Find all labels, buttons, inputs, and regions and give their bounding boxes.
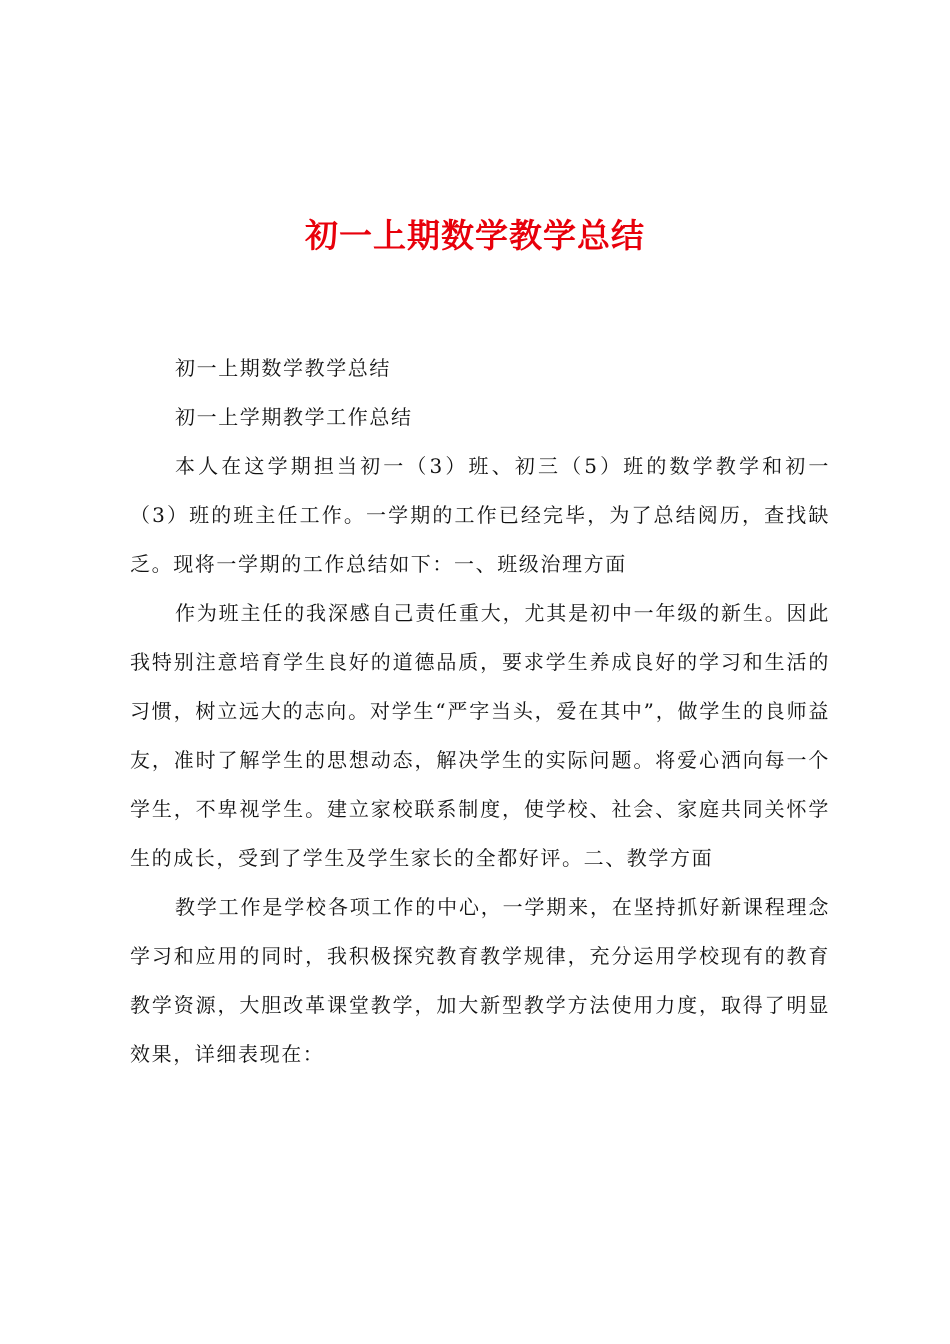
document-body — [130, 344, 830, 1079]
paragraph-class-management: 作为班主任的我深感自己责任重大，尤其是初中一年级的新生。因此我特别注意培育学生良好的道德品质，要求学生养成良好的学习和生活的习惯，树立远大的志向。对学生“严字当头，爱在其中”，做学生的良师益友，准时了解学生的思想动态，解决学生的实际问题。将爱心洒向每一个学生，不卑视学生。建立家校联系制度，使学校、社会、家庭共同关怀学生的成长，受到了学生及学生家长的全都好评。二、教学方面 — [130, 601, 830, 870]
paragraph-heading: 初一上期数学教学总结 — [175, 356, 391, 380]
document-title: 初一上期数学教学总结 — [305, 216, 645, 255]
paragraph-teaching: 教学工作是学校各项工作的中心，一学期来，在坚持抓好新课程理念学习和应用的同时，我积极探究教育教学规律，充分运用学校现有的教育教学资源，大胆改革课堂教学，加大新型教学方法使用力度，取得了明显效果，详细表现在： — [130, 895, 830, 1066]
paragraph-subheading: 初一上学期教学工作总结 — [175, 405, 413, 429]
paragraph-intro: 本人在这学期担当初一（3）班、初三（5）班的数学教学和初一（3）班的班主任工作。一学期的工作已经完毕，为了总结阅历，查找缺乏。现将一学期的工作总结如下：一、班级治理方面 — [130, 454, 830, 576]
